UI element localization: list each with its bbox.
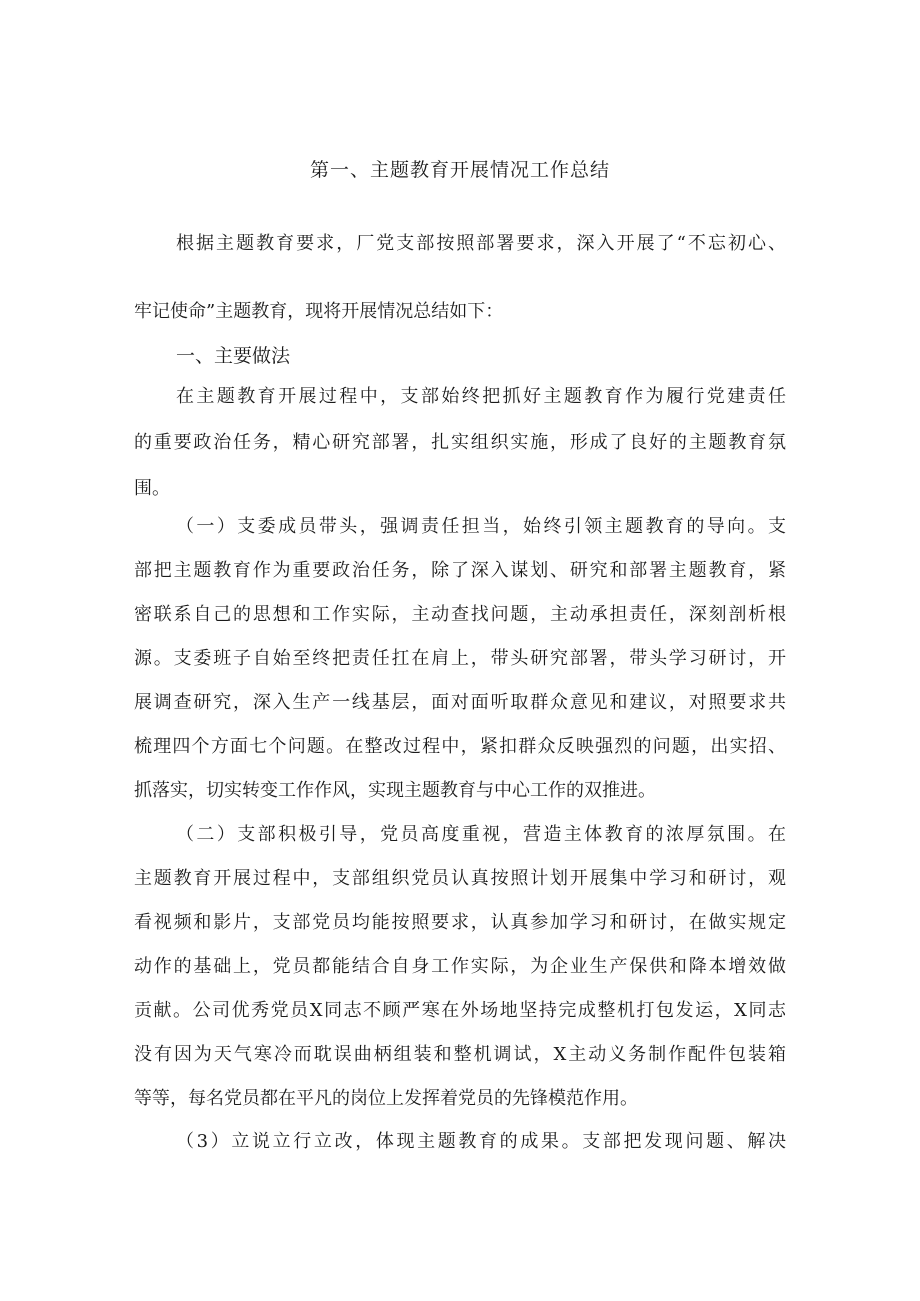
- item-1-line-6: 梳理四个方面七个问题。在整改过程中，紧扣群众反映强烈的问题，出实招、: [134, 736, 786, 757]
- document-title: 第一、主题教育开展情况工作总结: [309, 159, 610, 181]
- intro-line-1: 根据主题教育要求，厂党支部按照部署要求，深入开展了“不忘初心、: [176, 233, 786, 254]
- item-2-line-4: 动作的基础上，党员都能结合自身工作实际，为企业生产保供和降本增效做: [134, 956, 786, 977]
- item-1-line-5: 展调查研究，深入生产一线基层，面对面听取群众意见和建议，对照要求共: [134, 692, 786, 713]
- item-1-line-7: 抓落实，切实转变工作作风，实现主题教育与中心工作的双推进。: [134, 780, 656, 801]
- item-2-line-7: 等等，每名党员都在平凡的岗位上发挥着党员的先锋模范作用。: [134, 1088, 638, 1109]
- item-2-line-2: 主题教育开展过程中，支部组织党员认真按照计划开展集中学习和研讨，观: [134, 868, 786, 889]
- item-1-line-4: 源。支委班子自始至终把责任扛在肩上，带头研究部署，带头学习研讨，开: [134, 648, 786, 669]
- item-1-line-1: （一）支委成员带头，强调责任担当，始终引领主题教育的导向。支: [176, 516, 786, 537]
- section-1-heading: 一、主要做法: [176, 345, 291, 367]
- item-2-line-6: 没有因为天气寒冷而耽误曲柄组装和整机调试，X主动义务制作配件包装箱: [134, 1044, 786, 1065]
- section-1-intro-line-1: 在主题教育开展过程中，支部始终把抓好主题教育作为履行党建责任: [176, 386, 786, 407]
- intro-line-2: 牢记使命”主题教育，现将开展情况总结如下：: [134, 301, 504, 322]
- item-1-line-2: 部把主题教育作为重要政治任务，除了深入谋划、研究和部署主题教育，紧: [134, 560, 786, 581]
- section-1-intro-line-3: 围。: [134, 478, 170, 499]
- item-2-line-3: 看视频和影片，支部党员均能按照要求，认真参加学习和研讨，在做实规定: [134, 912, 786, 933]
- section-1-intro-line-2: 的重要政治任务，精心研究部署，扎实组织实施，形成了良好的主题教育氛: [134, 432, 786, 453]
- item-2-line-1: （二）支部积极引导，党员高度重视，营造主体教育的浓厚氛围。在: [176, 824, 786, 845]
- item-1-line-3: 密联系自己的思想和工作实际，主动查找问题，主动承担责任，深刻剖析根: [134, 604, 786, 625]
- item-2-line-5: 贡献。公司优秀党员X同志不顾严寒在外场地坚持完成整机打包发运，X同志: [134, 1000, 786, 1021]
- item-3-line-1: （3）立说立行立改，体现主题教育的成果。支部把发现问题、解决: [176, 1131, 786, 1152]
